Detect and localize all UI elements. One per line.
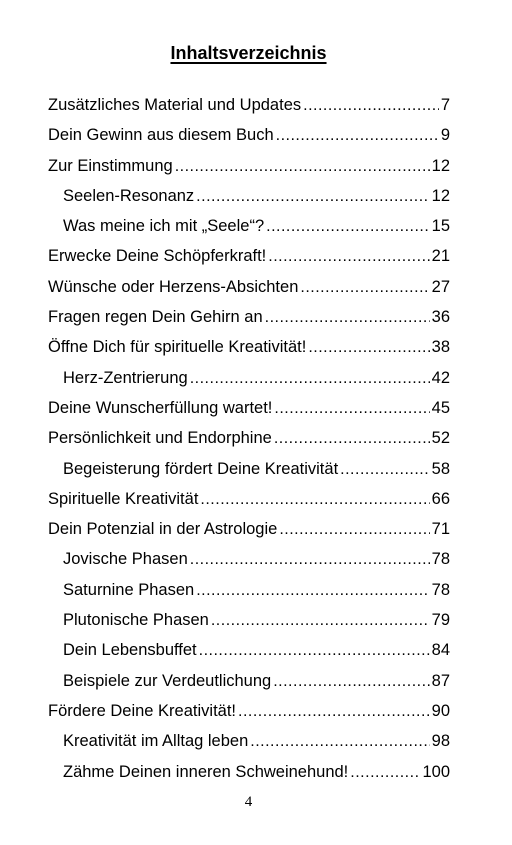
toc-entry	[48, 90, 450, 120]
toc-entry-page: 45	[431, 398, 450, 417]
toc-entry-title: Jovische Phasen	[63, 550, 188, 569]
toc-entry-page: 71	[431, 520, 450, 539]
toc-subentry	[48, 575, 450, 605]
toc-dot-leader	[274, 424, 430, 454]
toc-dot-leader	[238, 697, 430, 727]
toc-entry-page: 21	[431, 247, 450, 266]
toc-entry	[48, 120, 450, 150]
toc-entry-title: Fragen regen Dein Gehirn an	[48, 308, 263, 327]
toc-dot-leader	[274, 394, 429, 424]
toc-entry-page: 78	[431, 550, 450, 569]
toc-entry-page: 79	[431, 611, 450, 630]
toc-entry-title: Was meine ich mit „Seele“?	[63, 217, 265, 236]
toc-dot-leader	[350, 758, 420, 788]
toc-entry-page: 78	[431, 580, 450, 599]
toc-entry	[48, 393, 450, 423]
toc-entry	[48, 696, 450, 726]
toc-subentry	[48, 211, 450, 241]
toc-entry-title: Begeisterung fördert Deine Kreativität	[63, 459, 339, 478]
toc-subentry	[48, 181, 450, 211]
toc-dot-leader	[200, 485, 429, 515]
toc-entry-page: 66	[431, 489, 450, 508]
toc-entry	[48, 241, 450, 271]
toc-subentry	[48, 544, 450, 574]
toc-entry-title: Herz-Zentrierung	[63, 368, 188, 387]
toc-entry-title: Wünsche oder Herzens-Absichten	[48, 277, 299, 296]
toc-subentry	[48, 726, 450, 756]
toc-entry-page: 100	[422, 762, 450, 781]
toc-entry-title: Fördere Deine Kreativität!	[48, 701, 237, 720]
toc-dot-leader	[303, 91, 439, 121]
page-title: Inhaltsverzeichnis	[170, 43, 327, 63]
table-of-contents	[48, 90, 450, 787]
toc-entry-title: Plutonische Phasen	[63, 611, 209, 630]
toc-entry-page: 58	[431, 459, 450, 478]
toc-entry-page: 98	[431, 732, 450, 751]
toc-entry-page: 52	[431, 429, 450, 448]
toc-dot-leader	[196, 576, 429, 606]
toc-entry-page: 38	[431, 338, 450, 357]
toc-entry	[48, 272, 450, 302]
toc-entry-page: 12	[431, 156, 450, 175]
toc-entry-page: 12	[431, 186, 450, 205]
toc-entry-title: Kreativität im Alltag leben	[63, 732, 249, 751]
toc-dot-leader	[199, 636, 430, 666]
toc-entry-title: Spirituelle Kreativität	[48, 489, 199, 508]
toc-entry	[48, 332, 450, 362]
toc-entry-page: 15	[431, 217, 450, 236]
toc-entry-page: 9	[440, 126, 450, 145]
toc-entry	[48, 302, 450, 332]
toc-subentry	[48, 454, 450, 484]
toc-dot-leader	[266, 212, 430, 242]
toc-entry-title: Zusätzliches Material und Updates	[48, 96, 302, 114]
toc-dot-leader	[276, 121, 439, 151]
toc-entry-page: 87	[431, 671, 450, 690]
toc-entry-title: Dein Potenzial in der Astrologie	[48, 520, 278, 539]
toc-entry-page: 42	[431, 368, 450, 387]
toc-dot-leader	[340, 455, 429, 485]
toc-entry-title: Persönlichkeit und Endorphine	[48, 429, 272, 448]
toc-dot-leader	[250, 727, 429, 757]
toc-dot-leader	[211, 606, 430, 636]
toc-entry-title: Deine Wunscherfüllung wartet!	[48, 398, 273, 417]
toc-entry-title: Zur Einstimmung	[48, 156, 173, 175]
toc-entry	[48, 484, 450, 514]
toc-entry-title: Dein Lebensbuffet	[63, 641, 197, 660]
toc-entry-title: Erwecke Deine Schöpferkraft!	[48, 247, 267, 266]
toc-dot-leader	[268, 242, 429, 272]
toc-dot-leader	[190, 545, 430, 575]
toc-dot-leader	[279, 515, 429, 545]
page-number: 4	[244, 794, 253, 810]
toc-entry-page: 27	[431, 277, 450, 296]
toc-entry	[48, 151, 450, 181]
toc-subentry	[48, 635, 450, 665]
toc-entry	[48, 423, 450, 453]
toc-entry	[48, 514, 450, 544]
toc-entry-title: Saturnine Phasen	[63, 580, 195, 599]
toc-entry-page: 84	[431, 641, 450, 660]
toc-dot-leader	[175, 152, 430, 182]
toc-dot-leader	[308, 333, 429, 363]
toc-dot-leader	[273, 667, 429, 697]
toc-entry-title: Beispiele zur Verdeutlichung	[63, 671, 272, 690]
toc-subentry	[48, 757, 450, 787]
toc-dot-leader	[265, 303, 430, 333]
toc-entry-page: 90	[431, 701, 450, 720]
toc-entry-title: Seelen-Resonanz	[63, 186, 195, 205]
toc-entry-title: Dein Gewinn aus diesem Buch	[48, 126, 274, 145]
toc-dot-leader	[190, 364, 430, 394]
toc-dot-leader	[196, 182, 429, 212]
toc-dot-leader	[300, 273, 429, 303]
toc-entry-page: 7	[440, 96, 450, 114]
toc-subentry	[48, 666, 450, 696]
toc-entry-title: Zähme Deinen inneren Schweinehund!	[63, 762, 349, 781]
toc-entry-page: 36	[431, 308, 450, 327]
toc-subentry	[48, 605, 450, 635]
toc-subentry	[48, 363, 450, 393]
toc-entry-title: Öffne Dich für spirituelle Kreativität!	[48, 338, 307, 357]
